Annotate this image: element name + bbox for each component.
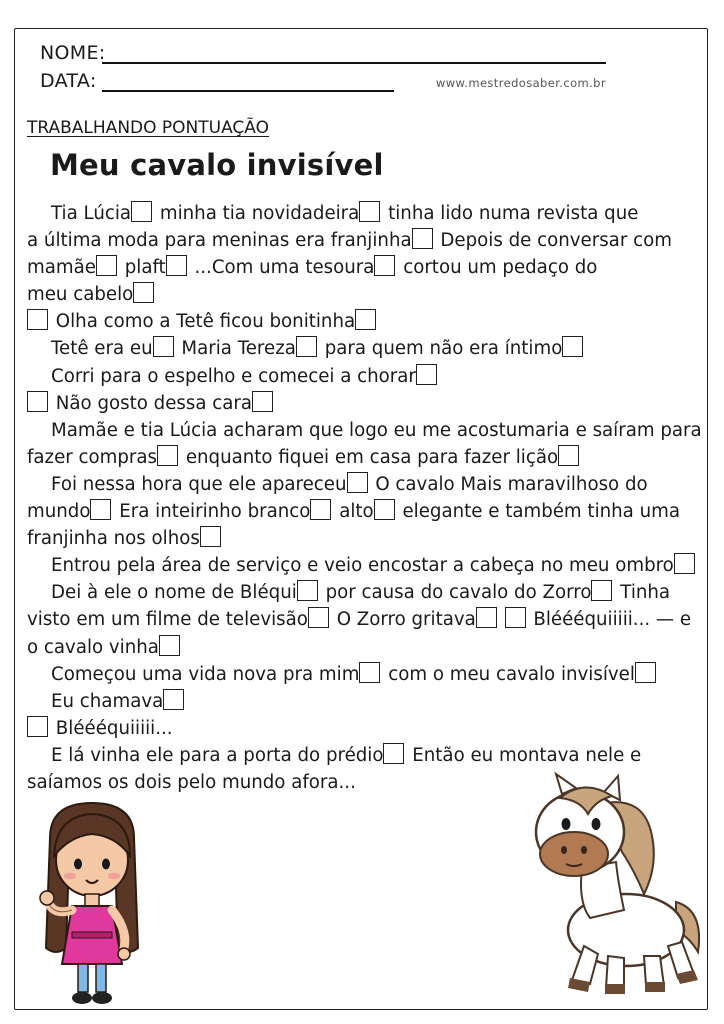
punctuation-box[interactable] — [133, 282, 154, 303]
punctuation-box[interactable] — [347, 472, 368, 493]
story-segment: mamãe — [27, 257, 96, 279]
punctuation-box[interactable] — [416, 364, 437, 385]
punctuation-box[interactable] — [383, 743, 404, 764]
punctuation-box[interactable] — [131, 201, 152, 222]
horse-illustration — [526, 770, 706, 1002]
story-line — [27, 525, 707, 552]
story-segment: Tetê era eu — [51, 338, 153, 360]
story-segment: visto em um filme de televisão — [27, 609, 308, 631]
punctuation-box[interactable] — [297, 580, 318, 601]
story-line — [27, 606, 707, 633]
story-segment: a última moda para meninas era franjinha — [27, 230, 412, 252]
punctuation-box[interactable] — [355, 309, 376, 330]
punctuation-box[interactable] — [166, 255, 187, 276]
story-segment: enquanto fiquei em casa para fazer lição — [185, 446, 559, 468]
page-title: Meu cavalo invisível — [50, 148, 384, 182]
story-segment: meu cabelo — [27, 284, 134, 306]
punctuation-box[interactable] — [157, 445, 178, 466]
story-segment: Bléééquiiiii... — [55, 717, 173, 739]
punctuation-box[interactable] — [200, 526, 221, 547]
name-label: NOME: — [40, 42, 106, 64]
story-segment: Mamãe e tia Lúcia acharam que logo eu me acostumaria e saíram para — [51, 419, 702, 441]
punctuation-box[interactable] — [27, 716, 48, 737]
story-line — [27, 335, 707, 362]
story-segment: Começou uma vida nova pra mim — [51, 663, 360, 685]
story-segment: plaft — [124, 257, 166, 279]
story-line — [27, 634, 707, 661]
story-line — [27, 552, 707, 579]
story-line — [27, 254, 707, 281]
worksheet-topic: TRABALHANDO PONTUAÇÃO — [27, 118, 269, 138]
girl-illustration — [32, 798, 152, 1010]
punctuation-box[interactable] — [359, 662, 380, 683]
story-segment: franjinha nos olhos — [27, 528, 200, 550]
story-segment: ...Com uma tesoura — [194, 257, 375, 279]
story-segment: com o meu cavalo invisível — [388, 663, 635, 685]
story-segment: Maria Tereza — [181, 338, 296, 360]
punctuation-box[interactable] — [308, 607, 329, 628]
story-segment: minha tia novidadeira — [159, 203, 360, 224]
punctuation-box[interactable] — [674, 553, 695, 574]
story-text — [27, 200, 707, 796]
story-segment: saíamos os dois pelo mundo afora... — [27, 771, 356, 793]
punctuation-box[interactable] — [90, 499, 111, 520]
punctuation-box[interactable] — [153, 336, 174, 357]
story-segment: E lá vinha ele para a porta do prédio — [51, 744, 384, 766]
punctuation-box[interactable] — [252, 391, 273, 412]
story-line — [27, 715, 707, 742]
story-line — [27, 471, 707, 498]
punctuation-box[interactable] — [562, 336, 583, 357]
date-answer-line — [102, 90, 394, 92]
story-segment: o cavalo vinha — [27, 636, 159, 658]
story-line — [27, 444, 707, 471]
story-segment: Então eu montava nele e — [412, 744, 642, 766]
story-segment: O Zorro gritava — [336, 609, 476, 631]
story-segment: Entrou pela área de serviço e veio encostar a cabeça no meu ombro — [51, 555, 674, 577]
story-line — [27, 661, 707, 688]
punctuation-box[interactable] — [310, 499, 331, 520]
story-segment: Corri para o espelho e comecei a chorar — [51, 365, 416, 387]
punctuation-box[interactable] — [159, 635, 180, 656]
story-segment: Olha como a Tetê ficou bonitinha — [55, 311, 356, 333]
punctuation-box[interactable] — [359, 201, 380, 222]
punctuation-box[interactable] — [374, 499, 395, 520]
punctuation-box[interactable] — [591, 580, 612, 601]
punctuation-box[interactable] — [505, 607, 526, 628]
story-line — [27, 688, 707, 715]
story-line — [27, 742, 707, 769]
story-segment: Eu chamava — [51, 690, 164, 712]
punctuation-box[interactable] — [374, 255, 395, 276]
punctuation-box[interactable] — [27, 391, 48, 412]
story-line — [27, 390, 707, 417]
story-line — [27, 200, 707, 227]
punctuation-box[interactable] — [635, 662, 656, 683]
story-segment: Não gosto dessa cara — [55, 392, 253, 414]
story-line — [27, 579, 707, 606]
story-line — [27, 498, 707, 525]
story-line — [27, 281, 707, 308]
story-segment: Bléééquiiiii... — e — [533, 609, 692, 631]
story-segment: cortou um pedaço do — [403, 257, 598, 279]
punctuation-box[interactable] — [412, 228, 433, 249]
story-segment: Tia Lúcia — [51, 203, 132, 224]
story-segment: Era inteirinho branco — [119, 501, 311, 523]
story-line — [27, 227, 707, 254]
story-segment: fazer compras — [27, 446, 158, 468]
story-segment: mundo — [27, 501, 91, 523]
story-segment: elegante e também tinha uma — [402, 501, 680, 523]
story-segment: Tinha — [620, 582, 671, 604]
story-line — [27, 363, 707, 390]
story-segment: Depois de conversar com — [440, 230, 672, 252]
story-line — [27, 308, 707, 335]
story-segment: Dei à ele o nome de Bléqui — [51, 582, 297, 604]
punctuation-box[interactable] — [476, 607, 497, 628]
punctuation-box[interactable] — [558, 445, 579, 466]
punctuation-box[interactable] — [96, 255, 117, 276]
name-answer-line — [102, 62, 606, 64]
story-line — [27, 417, 707, 444]
punctuation-box[interactable] — [163, 689, 184, 710]
story-segment: por causa do cavalo do Zorro — [325, 582, 592, 604]
punctuation-box[interactable] — [27, 309, 48, 330]
story-segment: tinha lido numa revista que — [388, 203, 639, 224]
website-url: www.mestredosaber.com.br — [435, 76, 606, 90]
punctuation-box[interactable] — [296, 336, 317, 357]
date-label: DATA: — [40, 70, 97, 92]
story-segment: Foi nessa hora que ele apareceu — [51, 473, 347, 495]
story-segment: para quem não era íntimo — [324, 338, 563, 360]
story-segment: alto — [339, 501, 374, 523]
story-segment: O cavalo Mais maravilhoso do — [375, 473, 648, 495]
